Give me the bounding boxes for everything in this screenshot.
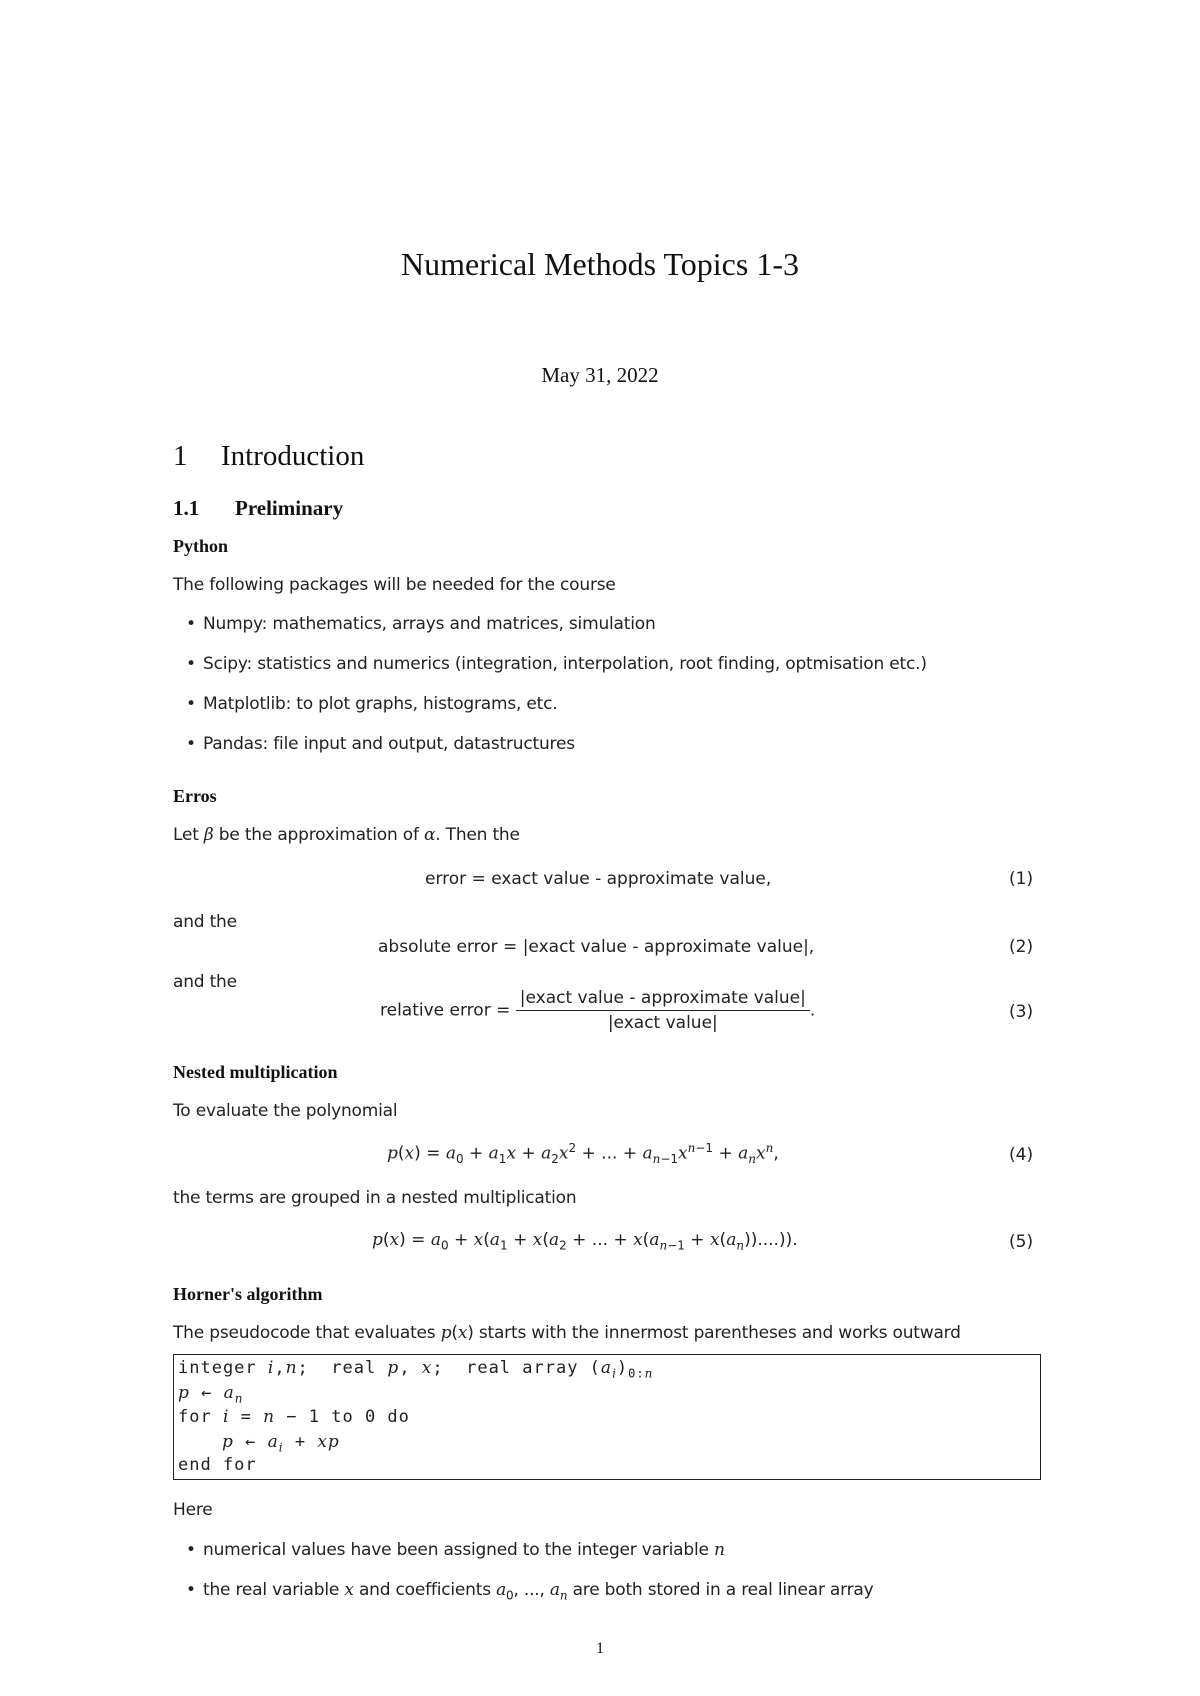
bullet-here-integer-text: numerical values have been assigned to the integer variable: [203, 1540, 709, 1560]
errors-heading: Erros: [173, 786, 217, 806]
bullet-here-real: • the real variable x and coefficients $a_0$, ..., $a_n$ are both stored in a real linear array: [203, 1580, 874, 1602]
code-line-for: for i = n − 1 to 0 do: [178, 1407, 410, 1427]
relative-error-lhs: relative error =: [380, 1000, 511, 1021]
equation-number-5: (5): [1009, 1232, 1034, 1252]
code-line-declarations: integer i,n; real p, x; real array $(a_i)_{0:n}$: [178, 1358, 654, 1381]
equation-number-1: (1): [1009, 869, 1034, 889]
bullet-scipy: • Scipy: statistics and numerics (integration, interpolation, root finding, optmisation etc.): [203, 654, 927, 674]
section-title: Introduction: [221, 440, 365, 472]
and-the-2: and the: [173, 972, 237, 992]
relative-error-tail: .: [809, 1000, 816, 1021]
errors-intro-mid: be the approximation of: [218, 825, 419, 845]
equation-relative-error: [380, 988, 815, 1033]
bullet-pandas: • Pandas: file input and output, datastructures: [203, 734, 575, 754]
bullet-here-real-mid: and coefficients: [358, 1580, 491, 1600]
nested-heading: Nested multiplication: [173, 1062, 338, 1082]
equation-error: error = exact value - approximate value,: [425, 869, 772, 889]
equation-number-4: (4): [1009, 1145, 1034, 1165]
nested-mid-text: the terms are grouped in a nested multiplication: [173, 1188, 577, 1208]
code-line-endfor: end for: [178, 1455, 257, 1475]
horner-heading: Horner's algorithm: [173, 1284, 323, 1304]
code-line-init: p ← $a_n$: [178, 1383, 244, 1406]
bullet-numpy: • Numpy: mathematics, arrays and matrices, simulation: [203, 614, 656, 634]
section-heading-introduction: [173, 440, 364, 473]
equation-polynomial: $p(x) = a_0 + a_1x + a_2x^2$ + ... + $a_{n-1}x^{n-1} + a_nx^n$,: [387, 1141, 779, 1167]
nested-intro: To evaluate the polynomial: [173, 1101, 398, 1121]
horner-intro: The pseudocode that evaluates p(x) starts with the innermost parentheses and works outward: [173, 1323, 961, 1343]
horner-intro-pre: The pseudocode that evaluates: [173, 1323, 436, 1343]
pseudocode-box: [173, 1354, 1041, 1480]
bullet-here-real-post: are both stored in a real linear array: [572, 1580, 874, 1600]
and-the-1: and the: [173, 912, 237, 932]
equation-absolute-error: absolute error = |exact value - approximate value|,: [378, 937, 815, 957]
subsection-heading-preliminary: [173, 496, 343, 521]
bullet-here-integer: • numerical values have been assigned to the integer variable n: [203, 1540, 725, 1560]
bullet-here-real-pre: the real variable: [203, 1580, 340, 1600]
subsection-title: Preliminary: [235, 496, 344, 520]
code-line-update: p ← $a_i$ + xp: [222, 1432, 340, 1455]
python-heading: Python: [173, 536, 229, 556]
alpha-symbol: α: [423, 825, 436, 845]
equation-number-2: (2): [1009, 937, 1034, 957]
python-intro: The following packages will be needed for the course: [173, 575, 616, 595]
beta-symbol: β: [203, 825, 214, 845]
relative-error-fraction: [516, 988, 810, 1033]
errors-intro-post: . Then the: [435, 825, 520, 845]
bullet-matplotlib: • Matplotlib: to plot graphs, histograms, etc.: [203, 694, 558, 714]
equation-nested: $p(x) = a_0 + x(a_1 + x(a_2$ + ... + $x(a_{n-1} + x(a_n))$....)).: [372, 1230, 798, 1253]
subsection-number: 1.1: [173, 496, 200, 520]
fraction-numerator: |exact value - approximate value|: [516, 988, 810, 1011]
here-label: Here: [173, 1500, 213, 1520]
horner-intro-post: starts with the innermost parentheses and works outward: [478, 1323, 961, 1343]
document-title: Numerical Methods Topics 1-3: [401, 246, 799, 282]
errors-intro-pre: Let: [173, 825, 199, 845]
errors-intro: [173, 825, 520, 845]
page-number: 1: [596, 1640, 604, 1657]
document-date: May 31, 2022: [541, 363, 659, 387]
fraction-denominator: |exact value|: [607, 1013, 718, 1033]
equation-number-3: (3): [1009, 1002, 1034, 1022]
section-number: 1: [173, 440, 188, 472]
